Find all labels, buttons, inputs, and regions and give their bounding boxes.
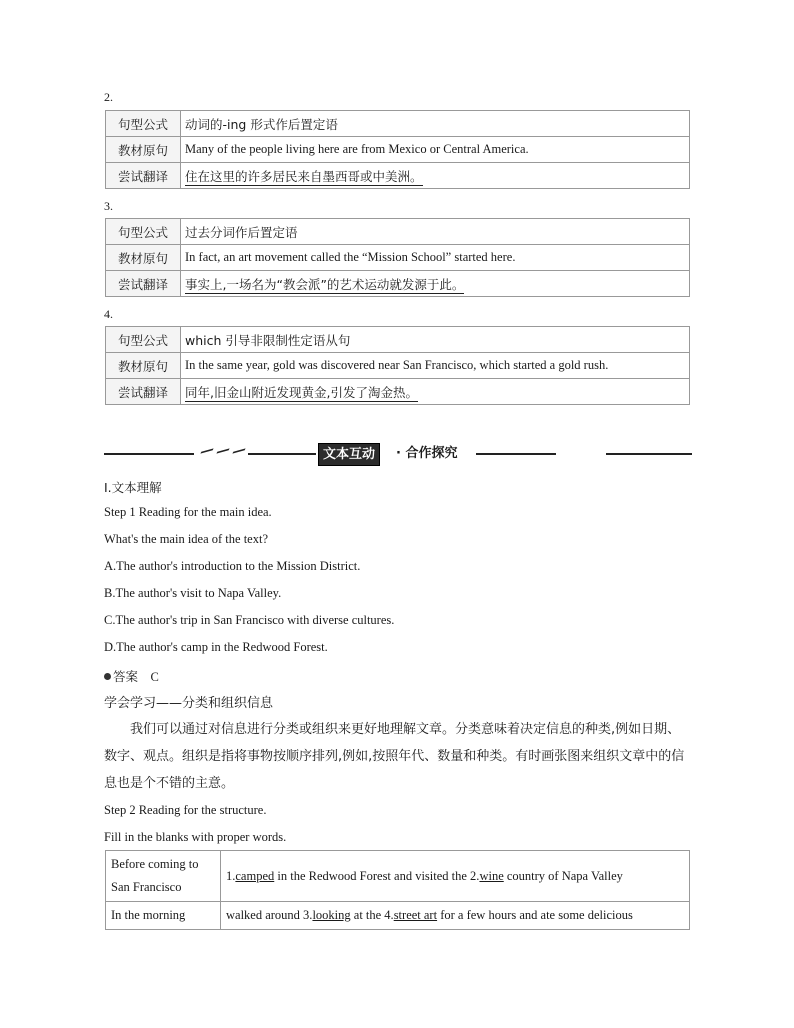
option-d: D.The author's camp in the Redwood Forest. — [104, 640, 328, 654]
row-text: in the Redwood Forest and visited the 2. — [274, 868, 480, 883]
table-row — [106, 271, 690, 297]
step-heading: Step 1 Reading for the main idea. — [104, 505, 272, 519]
row-text: for a few hours and ate some delicious — [437, 908, 633, 922]
item-number: 4. — [104, 307, 113, 321]
item-number: 3. — [104, 199, 113, 213]
row-value: Many of the people living here are from Mexico or Central America. — [181, 137, 690, 163]
row-text: at the 4. — [350, 908, 394, 922]
structure-table — [105, 850, 690, 930]
row-label: 尝试翻译 — [106, 379, 181, 405]
row-label: 教材原句 — [106, 245, 181, 271]
blank-answer: looking — [312, 908, 351, 922]
row-label: 尝试翻译 — [106, 271, 181, 297]
row-content — [221, 851, 690, 902]
row-text: country of Napa Valley — [503, 868, 623, 883]
step-heading: Step 2 Reading for the structure. — [104, 803, 267, 817]
banner-tag: 文本互动 — [318, 443, 380, 466]
banner-dash — [216, 448, 229, 453]
option-b: B.The author's visit to Napa Valley. — [104, 586, 282, 600]
answer-line — [104, 667, 159, 685]
row-value: 动词的-ing 形式作后置定语 — [181, 111, 690, 137]
answer-value: C — [150, 670, 159, 684]
table-row — [106, 111, 690, 137]
blank-answer: street art — [393, 908, 438, 922]
option-c: C.The author's trip in San Francisco with diverse cultures. — [104, 613, 395, 627]
item-number: 2. — [104, 90, 113, 104]
answer-marker-icon — [104, 673, 111, 680]
table-row — [106, 353, 690, 379]
row-label: 教材原句 — [106, 137, 181, 163]
row-label: 句型公式 — [106, 111, 181, 137]
row-label: 尝试翻译 — [106, 163, 181, 189]
translation-answer: 同年,旧金山附近发现黄金,引发了淘金热。 — [185, 384, 418, 400]
row-label: Before coming to San Francisco — [106, 851, 221, 902]
blank-answer: wine — [479, 868, 504, 883]
blank-number: 1. — [226, 868, 236, 883]
table-row — [106, 851, 690, 902]
table-row — [106, 379, 690, 405]
pattern-table — [105, 218, 690, 297]
row-value: 过去分词作后置定语 — [181, 219, 690, 245]
translation-answer: 住在这里的许多居民来自墨西哥或中美洲。 — [185, 168, 423, 184]
instruction-text: Fill in the blanks with proper words. — [104, 830, 287, 844]
banner-dash — [200, 448, 213, 453]
banner-dash — [232, 448, 245, 453]
section-heading: Ⅰ.文本理解 — [104, 480, 162, 495]
table-row — [106, 902, 690, 930]
row-label: 句型公式 — [106, 327, 181, 353]
table-row — [106, 163, 690, 189]
blank-answer: camped — [235, 868, 275, 883]
table-row — [106, 219, 690, 245]
pattern-table — [105, 110, 690, 189]
table-row — [106, 245, 690, 271]
row-value: In the same year, gold was discovered near San Francisco, which started a gold rush. — [181, 353, 690, 379]
row-label: 教材原句 — [106, 353, 181, 379]
banner-title: · 合作探究 — [396, 446, 458, 461]
table-row — [106, 327, 690, 353]
row-value: which 引导非限制性定语从句 — [181, 327, 690, 353]
banner-rule — [248, 453, 316, 455]
option-a: A.The author's introduction to the Mission District. — [104, 559, 361, 573]
learn-title: 学会学习——分类和组织信息 — [104, 696, 274, 711]
row-content — [221, 902, 690, 930]
row-text: walked around 3. — [226, 908, 313, 922]
row-value: In fact, an art movement called the “Mission School” started here. — [181, 245, 690, 271]
banner-rule — [476, 453, 556, 455]
pattern-table — [105, 326, 690, 405]
answer-label: 答案 — [113, 669, 139, 684]
question-text: What's the main idea of the text? — [104, 532, 268, 546]
table-row — [106, 137, 690, 163]
row-label: In the morning — [106, 902, 221, 930]
section-banner — [104, 443, 692, 465]
banner-rule — [606, 453, 692, 455]
banner-rule — [104, 453, 194, 455]
translation-answer: 事实上,一场名为“教会派”的艺术运动就发源于此。 — [185, 276, 465, 292]
row-label: 句型公式 — [106, 219, 181, 245]
learn-paragraph: 我们可以通过对信息进行分类或组织来更好地理解文章。分类意味着决定信息的种类,例如日期、数字、观点。组织是指将事物按顺序排列,例如,按照年代、数量和种类。有时画张图来组织文章中的信息也是个不错的主意。 — [104, 722, 685, 791]
